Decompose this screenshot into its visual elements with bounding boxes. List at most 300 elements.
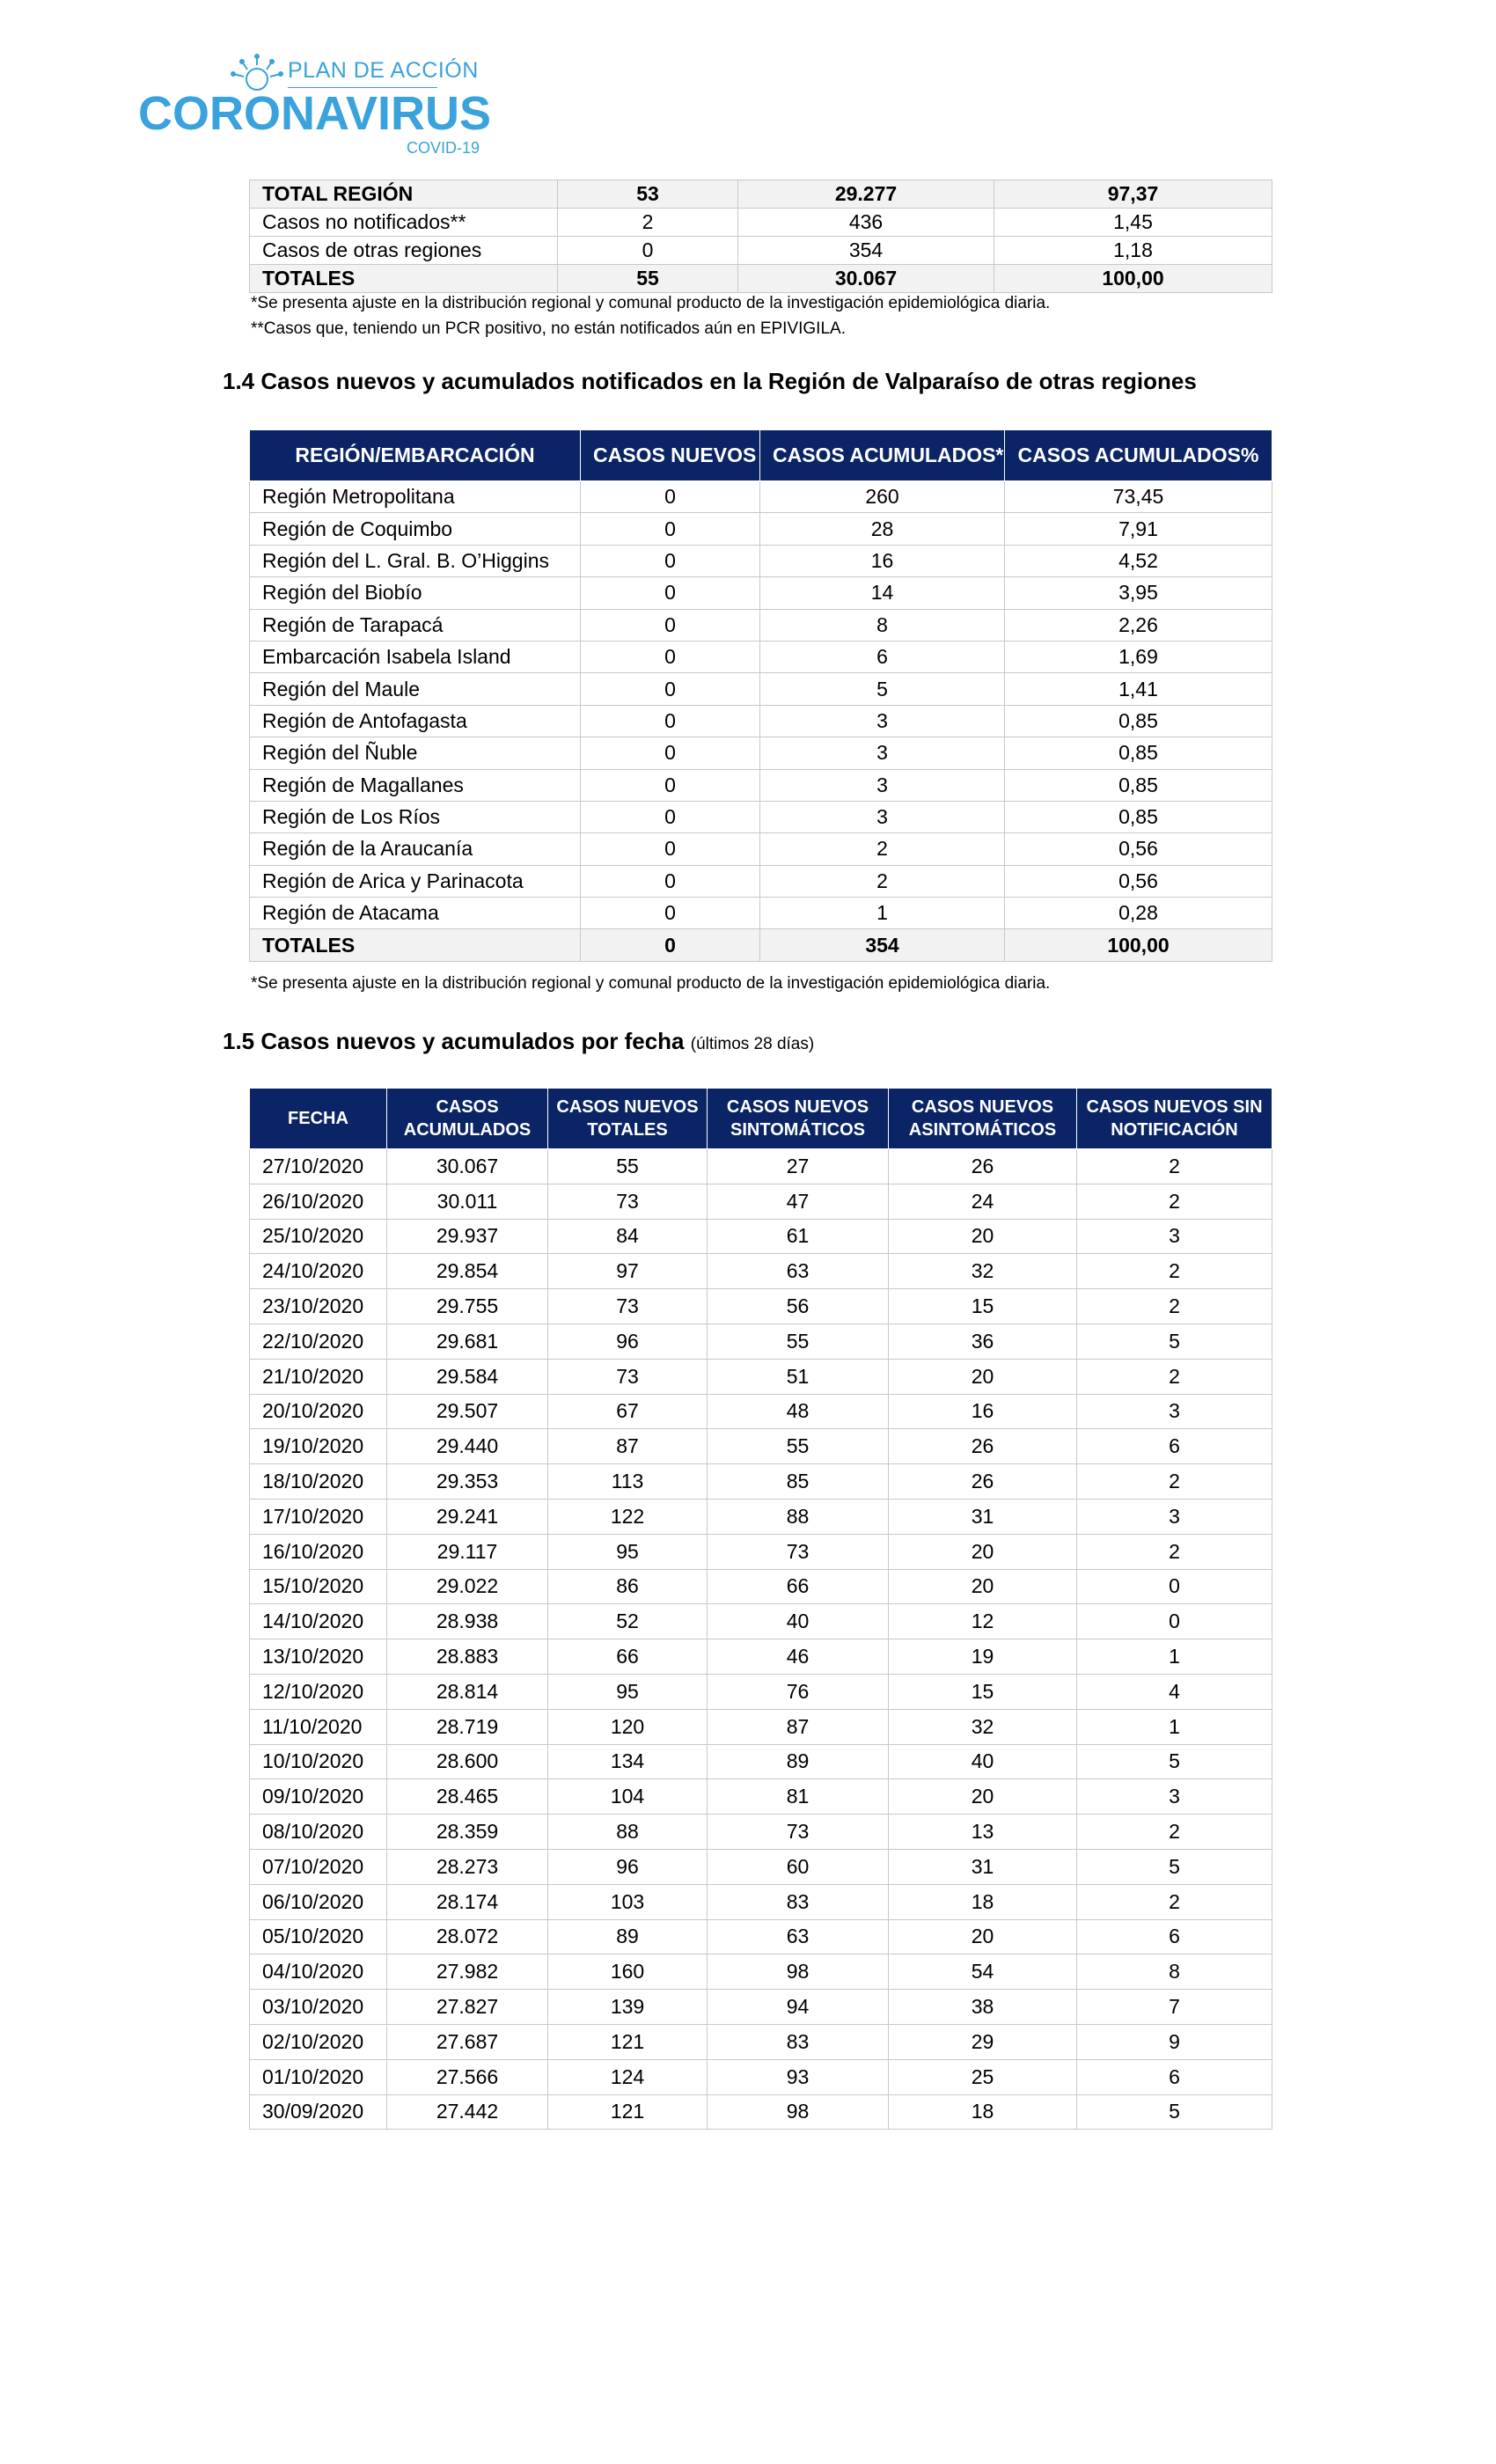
summary-label-cell: Casos no notificados** bbox=[250, 209, 558, 237]
summary-row bbox=[250, 180, 1272, 209]
table-row bbox=[250, 513, 1272, 545]
date-cell: 19/10/2020 bbox=[250, 1429, 387, 1464]
table-row bbox=[250, 1184, 1272, 1219]
region-value-cell: 16 bbox=[760, 545, 1005, 576]
region-value-cell: 0 bbox=[581, 673, 760, 705]
summary-note-2: **Casos que, teniendo un PCR positivo, no están notificados aún en EPIVIGILA. bbox=[251, 319, 846, 338]
table-row bbox=[250, 1569, 1272, 1604]
region-value-cell: 260 bbox=[760, 481, 1005, 513]
region-value-cell: 0,85 bbox=[1005, 801, 1272, 832]
date-value-cell: 29.022 bbox=[387, 1569, 548, 1604]
region-value-cell: 0 bbox=[581, 481, 760, 513]
date-value-cell: 2 bbox=[1077, 1149, 1272, 1184]
date-cell: 03/10/2020 bbox=[250, 1990, 387, 2025]
region-value-cell: 3 bbox=[760, 737, 1005, 769]
date-value-cell: 124 bbox=[548, 2059, 708, 2094]
region-value-cell: 3 bbox=[760, 705, 1005, 737]
date-value-cell: 73 bbox=[548, 1359, 708, 1394]
region-name-cell: Región de Los Ríos bbox=[250, 801, 581, 832]
date-value-cell: 3 bbox=[1077, 1219, 1272, 1254]
date-cell: 01/10/2020 bbox=[250, 2059, 387, 2094]
date-value-cell: 30.067 bbox=[387, 1149, 548, 1184]
region-name-cell: Región del L. Gral. B. O’Higgins bbox=[250, 545, 581, 576]
date-value-cell: 2 bbox=[1077, 1184, 1272, 1219]
date-value-cell: 56 bbox=[708, 1289, 889, 1324]
date-value-cell: 15 bbox=[889, 1674, 1077, 1709]
date-value-cell: 29.937 bbox=[387, 1219, 548, 1254]
region-name-cell: Región de Arica y Parinacota bbox=[250, 865, 581, 897]
region-name-cell: Región Metropolitana bbox=[250, 481, 581, 513]
date-value-cell: 73 bbox=[548, 1289, 708, 1324]
summary-value-cell: 53 bbox=[558, 180, 738, 209]
region-value-cell: 0,56 bbox=[1005, 865, 1272, 897]
date-cell: 14/10/2020 bbox=[250, 1604, 387, 1639]
table-row bbox=[250, 1429, 1272, 1464]
table-row bbox=[250, 1815, 1272, 1850]
date-value-cell: 95 bbox=[548, 1534, 708, 1569]
date-value-cell: 87 bbox=[708, 1709, 889, 1744]
table-row bbox=[250, 1954, 1272, 1990]
date-value-cell: 63 bbox=[708, 1254, 889, 1289]
region-value-cell: 0 bbox=[581, 545, 760, 576]
date-value-cell: 120 bbox=[548, 1709, 708, 1744]
date-value-cell: 52 bbox=[548, 1604, 708, 1639]
summary-label-cell: TOTAL REGIÓN bbox=[250, 180, 558, 209]
date-value-cell: 55 bbox=[548, 1149, 708, 1184]
date-value-cell: 0 bbox=[1077, 1604, 1272, 1639]
date-value-cell: 113 bbox=[548, 1464, 708, 1500]
dates-table-header bbox=[250, 1089, 1272, 1149]
summary-label-cell: TOTALES bbox=[250, 265, 558, 293]
table-row bbox=[250, 1324, 1272, 1359]
date-value-cell: 94 bbox=[708, 1990, 889, 2025]
summary-value-cell: 97,37 bbox=[994, 180, 1272, 209]
date-value-cell: 160 bbox=[548, 1954, 708, 1990]
table-row bbox=[250, 2024, 1272, 2059]
region-value-cell: 2 bbox=[760, 865, 1005, 897]
table-row bbox=[250, 2059, 1272, 2094]
regions-header-cell: CASOS ACUMULADOS% bbox=[1005, 430, 1272, 481]
date-value-cell: 61 bbox=[708, 1219, 889, 1254]
table-row bbox=[250, 1254, 1272, 1289]
date-cell: 21/10/2020 bbox=[250, 1359, 387, 1394]
region-value-cell: 1,69 bbox=[1005, 641, 1272, 672]
date-value-cell: 20 bbox=[889, 1569, 1077, 1604]
summary-label-cell: Casos de otras regiones bbox=[250, 237, 558, 265]
regions-table bbox=[249, 429, 1272, 962]
date-value-cell: 29 bbox=[889, 2024, 1077, 2059]
date-value-cell: 98 bbox=[708, 2094, 889, 2130]
date-value-cell: 86 bbox=[548, 1569, 708, 1604]
date-value-cell: 29.241 bbox=[387, 1499, 548, 1534]
date-value-cell: 88 bbox=[548, 1815, 708, 1850]
date-cell: 16/10/2020 bbox=[250, 1534, 387, 1569]
date-value-cell: 18 bbox=[889, 1884, 1077, 1919]
logo-coronavirus: CORONAVIRUS bbox=[138, 87, 492, 140]
table-row bbox=[250, 1219, 1272, 1254]
date-cell: 18/10/2020 bbox=[250, 1464, 387, 1500]
table-row bbox=[250, 1534, 1272, 1569]
section-1-5-heading bbox=[223, 1028, 814, 1055]
date-value-cell: 104 bbox=[548, 1779, 708, 1815]
date-value-cell: 85 bbox=[708, 1464, 889, 1500]
date-value-cell: 103 bbox=[548, 1884, 708, 1919]
date-value-cell: 66 bbox=[708, 1569, 889, 1604]
region-value-cell: 0,56 bbox=[1005, 833, 1272, 865]
date-value-cell: 26 bbox=[889, 1464, 1077, 1500]
date-value-cell: 98 bbox=[708, 1954, 889, 1990]
date-cell: 08/10/2020 bbox=[250, 1815, 387, 1850]
date-value-cell: 67 bbox=[548, 1394, 708, 1429]
date-value-cell: 1 bbox=[1077, 1709, 1272, 1744]
summary-value-cell: 354 bbox=[738, 237, 994, 265]
date-value-cell: 29.854 bbox=[387, 1254, 548, 1289]
table-row bbox=[250, 1289, 1272, 1324]
dates-header-cell: CASOS ACUMULADOS bbox=[387, 1089, 548, 1149]
regions-total-cell: 100,00 bbox=[1005, 929, 1272, 961]
region-name-cell: Región del Biobío bbox=[250, 577, 581, 609]
date-value-cell: 20 bbox=[889, 1359, 1077, 1394]
date-value-cell: 27 bbox=[708, 1149, 889, 1184]
table-row bbox=[250, 1604, 1272, 1639]
region-name-cell: Región de Antofagasta bbox=[250, 705, 581, 737]
date-cell: 30/09/2020 bbox=[250, 2094, 387, 2130]
table-row bbox=[250, 1744, 1272, 1779]
date-value-cell: 29.681 bbox=[387, 1324, 548, 1359]
table-row bbox=[250, 833, 1272, 865]
date-value-cell: 95 bbox=[548, 1674, 708, 1709]
date-value-cell: 2 bbox=[1077, 1534, 1272, 1569]
date-value-cell: 54 bbox=[889, 1954, 1077, 1990]
table-row bbox=[250, 737, 1272, 769]
date-value-cell: 28.174 bbox=[387, 1884, 548, 1919]
region-value-cell: 6 bbox=[760, 641, 1005, 672]
regions-header-cell: CASOS NUEVOS bbox=[581, 430, 760, 481]
region-name-cell: Región de Magallanes bbox=[250, 769, 581, 801]
date-cell: 20/10/2020 bbox=[250, 1394, 387, 1429]
regions-total-cell: 0 bbox=[581, 929, 760, 961]
date-value-cell: 28.465 bbox=[387, 1779, 548, 1815]
table-row bbox=[250, 1639, 1272, 1675]
date-cell: 02/10/2020 bbox=[250, 2024, 387, 2059]
date-value-cell: 20 bbox=[889, 1779, 1077, 1815]
date-value-cell: 88 bbox=[708, 1499, 889, 1534]
date-value-cell: 32 bbox=[889, 1709, 1077, 1744]
date-value-cell: 31 bbox=[889, 1849, 1077, 1884]
table-row bbox=[250, 545, 1272, 576]
table-row bbox=[250, 1709, 1272, 1744]
region-name-cell: Región del Ñuble bbox=[250, 737, 581, 769]
region-name-cell: Región de Coquimbo bbox=[250, 513, 581, 545]
date-value-cell: 2 bbox=[1077, 1884, 1272, 1919]
summary-value-cell: 1,18 bbox=[994, 237, 1272, 265]
region-value-cell: 0 bbox=[581, 609, 760, 641]
date-value-cell: 3 bbox=[1077, 1779, 1272, 1815]
dates-table bbox=[249, 1088, 1272, 2130]
table-row bbox=[250, 1359, 1272, 1394]
date-value-cell: 25 bbox=[889, 2059, 1077, 2094]
region-value-cell: 0 bbox=[581, 769, 760, 801]
region-value-cell: 0,28 bbox=[1005, 898, 1272, 929]
dates-header-cell: CASOS NUEVOS SIN NOTIFICACIÓN bbox=[1077, 1089, 1272, 1149]
date-value-cell: 60 bbox=[708, 1849, 889, 1884]
date-value-cell: 121 bbox=[548, 2094, 708, 2130]
date-value-cell: 31 bbox=[889, 1499, 1077, 1534]
date-value-cell: 28.600 bbox=[387, 1744, 548, 1779]
date-value-cell: 3 bbox=[1077, 1394, 1272, 1429]
date-value-cell: 9 bbox=[1077, 2024, 1272, 2059]
region-value-cell: 3 bbox=[760, 801, 1005, 832]
date-value-cell: 27.566 bbox=[387, 2059, 548, 2094]
date-value-cell: 28.719 bbox=[387, 1709, 548, 1744]
regions-note: *Se presenta ajuste en la distribución regional y comunal producto de la investigación epidemiológica diaria. bbox=[251, 974, 1051, 993]
region-value-cell: 5 bbox=[760, 673, 1005, 705]
date-cell: 04/10/2020 bbox=[250, 1954, 387, 1990]
region-name-cell: Embarcación Isabela Island bbox=[250, 641, 581, 672]
date-value-cell: 8 bbox=[1077, 1954, 1272, 1990]
date-value-cell: 38 bbox=[889, 1990, 1077, 2025]
date-value-cell: 29.507 bbox=[387, 1394, 548, 1429]
date-value-cell: 55 bbox=[708, 1429, 889, 1464]
section-1-5-subtitle: (últimos 28 días) bbox=[690, 1035, 815, 1053]
logo bbox=[138, 51, 492, 157]
region-value-cell: 0 bbox=[581, 577, 760, 609]
table-row bbox=[250, 865, 1272, 897]
date-value-cell: 4 bbox=[1077, 1674, 1272, 1709]
date-value-cell: 81 bbox=[708, 1779, 889, 1815]
region-value-cell: 0,85 bbox=[1005, 769, 1272, 801]
table-row bbox=[250, 1884, 1272, 1919]
date-cell: 27/10/2020 bbox=[250, 1149, 387, 1184]
summary-value-cell: 2 bbox=[558, 209, 738, 237]
date-cell: 24/10/2020 bbox=[250, 1254, 387, 1289]
summary-value-cell: 55 bbox=[558, 265, 738, 293]
date-value-cell: 1 bbox=[1077, 1639, 1272, 1675]
date-value-cell: 87 bbox=[548, 1429, 708, 1464]
summary-value-cell: 29.277 bbox=[738, 180, 994, 209]
date-cell: 25/10/2020 bbox=[250, 1219, 387, 1254]
date-value-cell: 13 bbox=[889, 1815, 1077, 1850]
date-cell: 23/10/2020 bbox=[250, 1289, 387, 1324]
date-value-cell: 5 bbox=[1077, 1744, 1272, 1779]
region-value-cell: 14 bbox=[760, 577, 1005, 609]
region-value-cell: 2 bbox=[760, 833, 1005, 865]
date-value-cell: 24 bbox=[889, 1184, 1077, 1219]
region-value-cell: 73,45 bbox=[1005, 481, 1272, 513]
table-row bbox=[250, 577, 1272, 609]
date-value-cell: 12 bbox=[889, 1604, 1077, 1639]
date-value-cell: 134 bbox=[548, 1744, 708, 1779]
table-row bbox=[250, 1779, 1272, 1815]
date-value-cell: 15 bbox=[889, 1289, 1077, 1324]
table-row bbox=[250, 2094, 1272, 2130]
date-cell: 17/10/2020 bbox=[250, 1499, 387, 1534]
date-value-cell: 5 bbox=[1077, 1849, 1272, 1884]
date-value-cell: 28.814 bbox=[387, 1674, 548, 1709]
dates-header-cell: CASOS NUEVOS SINTOMÁTICOS bbox=[708, 1089, 889, 1149]
date-value-cell: 73 bbox=[708, 1534, 889, 1569]
date-value-cell: 40 bbox=[708, 1604, 889, 1639]
date-value-cell: 6 bbox=[1077, 1429, 1272, 1464]
region-name-cell: Región de Atacama bbox=[250, 898, 581, 929]
summary-value-cell: 0 bbox=[558, 237, 738, 265]
date-value-cell: 29.353 bbox=[387, 1464, 548, 1500]
date-value-cell: 29.440 bbox=[387, 1429, 548, 1464]
logo-covid19: COVID-19 bbox=[407, 139, 480, 157]
table-row bbox=[250, 641, 1272, 672]
region-value-cell: 28 bbox=[760, 513, 1005, 545]
summary-value-cell: 100,00 bbox=[994, 265, 1272, 293]
date-value-cell: 139 bbox=[548, 1990, 708, 2025]
date-value-cell: 6 bbox=[1077, 2059, 1272, 2094]
regions-table-header bbox=[250, 430, 1272, 481]
date-value-cell: 47 bbox=[708, 1184, 889, 1219]
date-value-cell: 26 bbox=[889, 1429, 1077, 1464]
date-value-cell: 20 bbox=[889, 1919, 1077, 1954]
table-row bbox=[250, 1499, 1272, 1534]
date-value-cell: 93 bbox=[708, 2059, 889, 2094]
date-cell: 10/10/2020 bbox=[250, 1744, 387, 1779]
date-cell: 07/10/2020 bbox=[250, 1849, 387, 1884]
date-value-cell: 19 bbox=[889, 1639, 1077, 1675]
date-value-cell: 96 bbox=[548, 1324, 708, 1359]
date-value-cell: 28.883 bbox=[387, 1639, 548, 1675]
summary-row bbox=[250, 237, 1272, 265]
date-value-cell: 55 bbox=[708, 1324, 889, 1359]
date-value-cell: 3 bbox=[1077, 1499, 1272, 1534]
date-value-cell: 84 bbox=[548, 1219, 708, 1254]
date-value-cell: 66 bbox=[548, 1639, 708, 1675]
date-value-cell: 48 bbox=[708, 1394, 889, 1429]
date-cell: 15/10/2020 bbox=[250, 1569, 387, 1604]
table-row bbox=[250, 769, 1272, 801]
date-cell: 11/10/2020 bbox=[250, 1709, 387, 1744]
date-value-cell: 5 bbox=[1077, 1324, 1272, 1359]
date-value-cell: 28.938 bbox=[387, 1604, 548, 1639]
regions-total-cell: 354 bbox=[760, 929, 1005, 961]
region-value-cell: 8 bbox=[760, 609, 1005, 641]
date-cell: 05/10/2020 bbox=[250, 1919, 387, 1954]
date-value-cell: 2 bbox=[1077, 1359, 1272, 1394]
date-value-cell: 27.687 bbox=[387, 2024, 548, 2059]
dates-header-cell: CASOS NUEVOS ASINTOMÁTICOS bbox=[889, 1089, 1077, 1149]
table-row bbox=[250, 801, 1272, 832]
region-value-cell: 0 bbox=[581, 705, 760, 737]
date-value-cell: 16 bbox=[889, 1394, 1077, 1429]
date-value-cell: 20 bbox=[889, 1219, 1077, 1254]
regions-total-cell: TOTALES bbox=[250, 929, 581, 961]
date-value-cell: 97 bbox=[548, 1254, 708, 1289]
region-value-cell: 1,41 bbox=[1005, 673, 1272, 705]
table-row bbox=[250, 609, 1272, 641]
date-value-cell: 121 bbox=[548, 2024, 708, 2059]
date-value-cell: 76 bbox=[708, 1674, 889, 1709]
date-value-cell: 89 bbox=[548, 1919, 708, 1954]
table-row bbox=[250, 898, 1272, 929]
date-value-cell: 28.072 bbox=[387, 1919, 548, 1954]
date-value-cell: 83 bbox=[708, 2024, 889, 2059]
region-name-cell: Región de la Araucanía bbox=[250, 833, 581, 865]
date-value-cell: 18 bbox=[889, 2094, 1077, 2130]
date-value-cell: 29.117 bbox=[387, 1534, 548, 1569]
region-value-cell: 0 bbox=[581, 737, 760, 769]
region-value-cell: 0 bbox=[581, 801, 760, 832]
date-value-cell: 46 bbox=[708, 1639, 889, 1675]
region-value-cell: 1 bbox=[760, 898, 1005, 929]
date-value-cell: 27.982 bbox=[387, 1954, 548, 1990]
region-value-cell: 7,91 bbox=[1005, 513, 1272, 545]
region-value-cell: 0 bbox=[581, 865, 760, 897]
date-cell: 09/10/2020 bbox=[250, 1779, 387, 1815]
date-value-cell: 27.827 bbox=[387, 1990, 548, 2025]
regions-header-cell: REGIÓN/EMBARCACIÓN bbox=[250, 430, 581, 481]
date-value-cell: 83 bbox=[708, 1884, 889, 1919]
table-row bbox=[250, 1849, 1272, 1884]
region-value-cell: 2,26 bbox=[1005, 609, 1272, 641]
summary-value-cell: 436 bbox=[738, 209, 994, 237]
date-value-cell: 40 bbox=[889, 1744, 1077, 1779]
date-value-cell: 7 bbox=[1077, 1990, 1272, 2025]
date-value-cell: 2 bbox=[1077, 1815, 1272, 1850]
region-value-cell: 0 bbox=[581, 833, 760, 865]
date-value-cell: 27.442 bbox=[387, 2094, 548, 2130]
summary-note-1: *Se presenta ajuste en la distribución regional y comunal producto de la investigación epidemiológica diaria. bbox=[251, 294, 1051, 312]
region-value-cell: 4,52 bbox=[1005, 545, 1272, 576]
table-row bbox=[250, 1149, 1272, 1184]
date-value-cell: 26 bbox=[889, 1149, 1077, 1184]
date-value-cell: 51 bbox=[708, 1359, 889, 1394]
table-row bbox=[250, 673, 1272, 705]
regions-header-cell: CASOS ACUMULADOS* bbox=[760, 430, 1005, 481]
table-row bbox=[250, 1674, 1272, 1709]
summary-row bbox=[250, 265, 1272, 293]
date-value-cell: 36 bbox=[889, 1324, 1077, 1359]
section-1-4-heading: 1.4 Casos nuevos y acumulados notificados en la Región de Valparaíso de otras regiones bbox=[223, 368, 1197, 394]
dates-header-cell: CASOS NUEVOS TOTALES bbox=[548, 1089, 708, 1149]
table-row bbox=[250, 1990, 1272, 2025]
date-cell: 06/10/2020 bbox=[250, 1884, 387, 1919]
date-cell: 26/10/2020 bbox=[250, 1184, 387, 1219]
date-cell: 22/10/2020 bbox=[250, 1324, 387, 1359]
date-value-cell: 29.584 bbox=[387, 1359, 548, 1394]
date-value-cell: 28.273 bbox=[387, 1849, 548, 1884]
date-value-cell: 2 bbox=[1077, 1254, 1272, 1289]
regions-total-row bbox=[250, 929, 1272, 961]
date-value-cell: 30.011 bbox=[387, 1184, 548, 1219]
logo-plan-de-accion: PLAN DE ACCIÓN bbox=[288, 58, 479, 83]
date-value-cell: 96 bbox=[548, 1849, 708, 1884]
date-value-cell: 122 bbox=[548, 1499, 708, 1534]
region-value-cell: 0 bbox=[581, 513, 760, 545]
region-value-cell: 3 bbox=[760, 769, 1005, 801]
date-value-cell: 5 bbox=[1077, 2094, 1272, 2130]
table-row bbox=[250, 1919, 1272, 1954]
region-value-cell: 0 bbox=[581, 898, 760, 929]
table-row bbox=[250, 481, 1272, 513]
region-value-cell: 0,85 bbox=[1005, 737, 1272, 769]
date-value-cell: 6 bbox=[1077, 1919, 1272, 1954]
region-name-cell: Región del Maule bbox=[250, 673, 581, 705]
date-value-cell: 73 bbox=[548, 1184, 708, 1219]
date-value-cell: 29.755 bbox=[387, 1289, 548, 1324]
table-row bbox=[250, 1464, 1272, 1500]
date-value-cell: 73 bbox=[708, 1815, 889, 1850]
date-cell: 13/10/2020 bbox=[250, 1639, 387, 1675]
date-value-cell: 2 bbox=[1077, 1464, 1272, 1500]
date-value-cell: 0 bbox=[1077, 1569, 1272, 1604]
table-row bbox=[250, 1394, 1272, 1429]
dates-header-cell: FECHA bbox=[250, 1089, 387, 1149]
